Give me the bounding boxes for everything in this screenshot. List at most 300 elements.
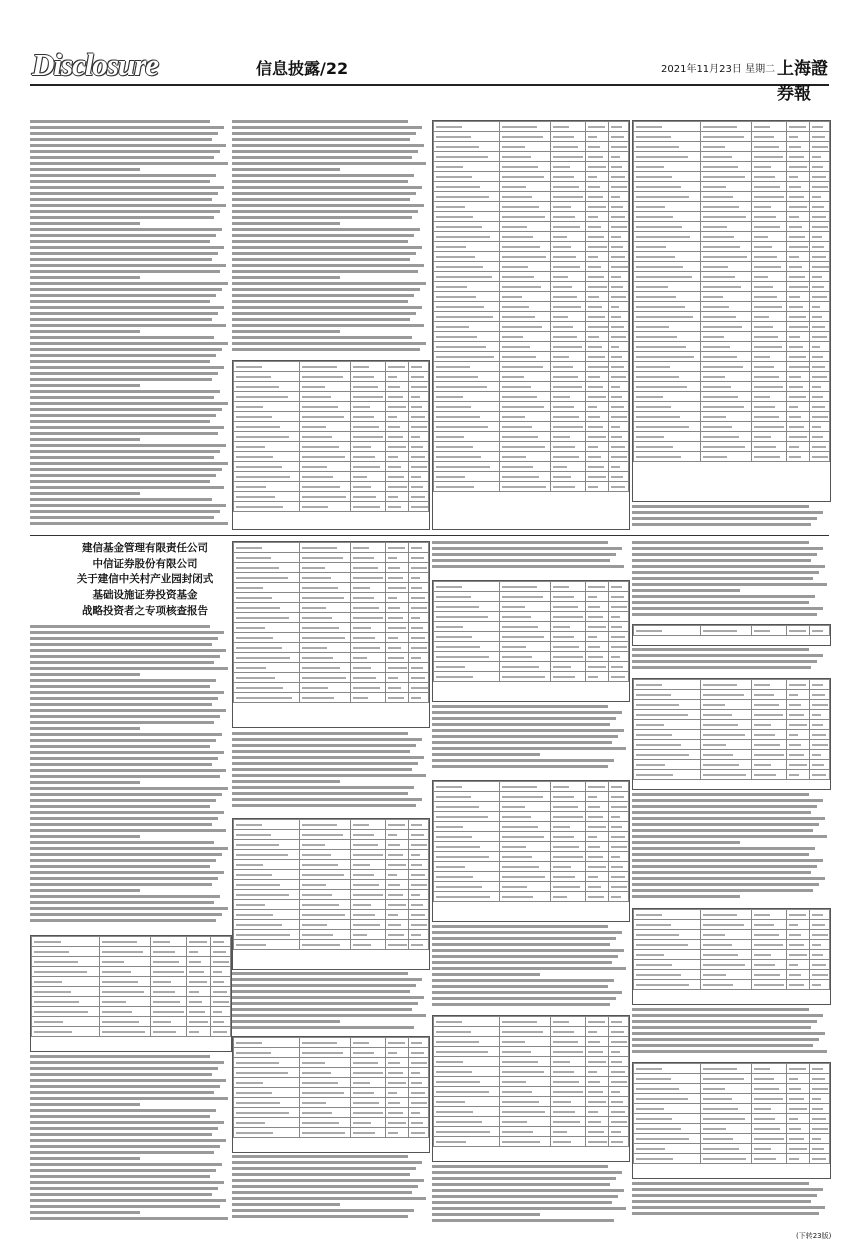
table-cell xyxy=(500,392,551,402)
table-cell xyxy=(634,680,701,690)
cell-text-placeholder xyxy=(353,627,371,629)
table-cell xyxy=(751,1134,786,1144)
table-cell xyxy=(500,892,551,902)
text-line-placeholder xyxy=(30,432,218,435)
table-cell xyxy=(550,1117,585,1127)
cell-text-placeholder xyxy=(388,647,401,649)
cell-text-placeholder xyxy=(553,406,574,408)
table-cell xyxy=(751,132,786,142)
cell-text-placeholder xyxy=(636,1138,689,1140)
table-cell xyxy=(634,1114,701,1124)
table-cell xyxy=(810,442,830,452)
table-cell xyxy=(32,1027,100,1037)
cell-text-placeholder xyxy=(436,326,469,328)
table-cell xyxy=(786,1084,810,1094)
table-cell xyxy=(500,352,551,362)
cell-text-placeholder xyxy=(789,266,802,268)
cell-text-placeholder xyxy=(411,834,424,836)
cell-text-placeholder xyxy=(388,1122,406,1124)
cell-text-placeholder xyxy=(636,306,685,308)
cell-text-placeholder xyxy=(236,547,262,549)
cell-text-placeholder xyxy=(703,914,737,916)
cell-text-placeholder xyxy=(302,844,324,846)
table-cell xyxy=(751,192,786,202)
cell-text-placeholder xyxy=(353,824,369,826)
cell-text-placeholder xyxy=(436,1121,482,1123)
table-cell xyxy=(786,1104,810,1114)
cell-text-placeholder xyxy=(302,944,339,946)
table-cell xyxy=(234,502,300,512)
table-cell xyxy=(786,412,810,422)
table-cell xyxy=(550,622,585,632)
cell-text-placeholder xyxy=(789,436,807,438)
table-cell xyxy=(609,1097,629,1107)
cell-text-placeholder xyxy=(553,1121,580,1123)
table-cell xyxy=(700,272,751,282)
cell-text-placeholder xyxy=(236,677,275,679)
table-row xyxy=(634,422,830,432)
cell-text-placeholder xyxy=(436,646,480,648)
table-cell xyxy=(751,272,786,282)
cell-text-placeholder xyxy=(611,266,627,268)
cell-text-placeholder xyxy=(588,486,598,488)
cell-text-placeholder xyxy=(553,1101,571,1103)
text-line-placeholder xyxy=(30,384,140,387)
table-grid xyxy=(233,542,429,703)
cell-text-placeholder xyxy=(411,486,422,488)
cell-text-placeholder xyxy=(789,196,804,198)
table-cell xyxy=(810,1144,830,1154)
cell-text-placeholder xyxy=(754,396,771,398)
table-cell xyxy=(550,402,585,412)
text-line-placeholder xyxy=(232,1209,414,1212)
table-cell xyxy=(500,292,551,302)
text-line-placeholder xyxy=(432,979,614,982)
cell-text-placeholder xyxy=(754,306,782,308)
text-line-placeholder xyxy=(432,1165,608,1168)
cell-text-placeholder xyxy=(302,426,325,428)
cell-text-placeholder xyxy=(703,126,737,128)
table-cell xyxy=(700,182,751,192)
table-grid xyxy=(633,909,830,990)
cell-text-placeholder xyxy=(588,1111,598,1113)
cell-text-placeholder xyxy=(703,186,726,188)
table-cell xyxy=(609,232,629,242)
cell-text-placeholder xyxy=(236,1122,265,1124)
table-row xyxy=(434,1137,629,1147)
table-cell xyxy=(500,412,551,422)
table-row xyxy=(234,663,429,673)
table-cell xyxy=(700,402,751,412)
text-line-placeholder xyxy=(30,282,228,285)
table-cell xyxy=(386,452,409,462)
table-cell xyxy=(99,947,151,957)
table-cell xyxy=(609,182,629,192)
table-cell xyxy=(409,1068,429,1078)
table-cell xyxy=(234,1058,300,1068)
table-cell xyxy=(634,172,701,182)
cell-text-placeholder xyxy=(588,656,603,658)
table-cell xyxy=(350,910,385,920)
table-cell xyxy=(234,432,300,442)
text-line-placeholder xyxy=(232,996,424,999)
cell-text-placeholder xyxy=(388,1132,398,1134)
table-cell xyxy=(500,442,551,452)
text-line-placeholder xyxy=(30,408,222,411)
cell-text-placeholder xyxy=(436,286,467,288)
cell-text-placeholder xyxy=(789,944,804,946)
cell-text-placeholder xyxy=(353,844,378,846)
cell-text-placeholder xyxy=(388,627,406,629)
table-cell xyxy=(609,582,629,592)
cell-text-placeholder xyxy=(236,854,288,856)
table-cell xyxy=(810,1104,830,1114)
table-cell xyxy=(386,940,409,950)
text-line-placeholder xyxy=(632,871,811,874)
table-cell xyxy=(586,292,609,302)
text-line-placeholder xyxy=(30,1061,224,1064)
cell-text-placeholder xyxy=(302,637,345,639)
table-cell xyxy=(550,582,585,592)
report-text-col-3b xyxy=(432,705,628,775)
table-cell xyxy=(609,652,629,662)
cell-text-placeholder xyxy=(812,186,828,188)
cell-text-placeholder xyxy=(236,406,263,408)
cell-text-placeholder xyxy=(812,456,828,458)
table-cell xyxy=(500,812,551,822)
cell-text-placeholder xyxy=(553,326,573,328)
table-cell xyxy=(634,740,701,750)
cell-text-placeholder xyxy=(302,1122,338,1124)
table-cell xyxy=(751,960,786,970)
table-cell xyxy=(234,653,300,663)
cell-text-placeholder xyxy=(588,1041,600,1043)
text-line-placeholder xyxy=(232,342,426,345)
table-cell xyxy=(751,1074,786,1084)
cell-text-placeholder xyxy=(502,256,546,258)
cell-text-placeholder xyxy=(353,647,380,649)
table-cell xyxy=(187,937,211,947)
cell-text-placeholder xyxy=(236,697,292,699)
table-cell xyxy=(434,192,500,202)
table-cell xyxy=(350,1098,385,1108)
table-cell xyxy=(500,312,551,322)
table-cell xyxy=(550,152,585,162)
table-cell xyxy=(810,182,830,192)
table-cell xyxy=(500,1017,551,1027)
table-row xyxy=(634,172,830,182)
table-cell xyxy=(500,822,551,832)
cell-text-placeholder xyxy=(588,426,603,428)
text-line-placeholder xyxy=(30,444,226,447)
cell-text-placeholder xyxy=(789,630,806,632)
cell-text-placeholder xyxy=(611,656,620,658)
cell-text-placeholder xyxy=(812,356,822,358)
cell-text-placeholder xyxy=(588,676,598,678)
table-row xyxy=(234,623,429,633)
table-cell xyxy=(586,1087,609,1097)
cell-text-placeholder xyxy=(754,1128,780,1130)
cell-text-placeholder xyxy=(636,256,675,258)
cell-text-placeholder xyxy=(236,824,262,826)
cell-text-placeholder xyxy=(553,256,576,258)
cell-text-placeholder xyxy=(812,346,820,348)
table-cell xyxy=(810,122,830,132)
table-cell xyxy=(350,1118,385,1128)
table-cell xyxy=(386,563,409,573)
table-cell xyxy=(550,842,585,852)
table-row xyxy=(234,693,429,703)
cell-text-placeholder xyxy=(153,941,170,943)
cell-text-placeholder xyxy=(502,406,543,408)
cell-text-placeholder xyxy=(636,166,664,168)
table-cell xyxy=(409,623,429,633)
cell-text-placeholder xyxy=(302,416,344,418)
table-cell xyxy=(634,152,701,162)
cell-text-placeholder xyxy=(754,406,775,408)
table-cell xyxy=(586,212,609,222)
table-cell xyxy=(550,382,585,392)
cell-text-placeholder xyxy=(636,416,680,418)
cell-text-placeholder xyxy=(302,864,337,866)
table-row xyxy=(634,252,830,262)
table-grid xyxy=(633,625,830,636)
cell-text-placeholder xyxy=(236,496,275,498)
table-cell xyxy=(700,452,751,462)
cell-text-placeholder xyxy=(502,1141,539,1143)
table-cell xyxy=(700,282,751,292)
table-cell xyxy=(700,1094,751,1104)
cell-text-placeholder xyxy=(703,714,732,716)
text-line-placeholder xyxy=(30,715,220,718)
table-cell xyxy=(586,782,609,792)
table-cell xyxy=(409,633,429,643)
cell-text-placeholder xyxy=(302,406,337,408)
table-cell xyxy=(550,222,585,232)
cell-text-placeholder xyxy=(353,874,374,876)
text-line-placeholder xyxy=(432,931,622,934)
table-row xyxy=(634,940,830,950)
text-line-placeholder xyxy=(232,804,416,807)
table-cell xyxy=(751,222,786,232)
cell-text-placeholder xyxy=(588,146,600,148)
cell-text-placeholder xyxy=(636,376,679,378)
cell-text-placeholder xyxy=(636,724,664,726)
cell-text-placeholder xyxy=(411,366,421,368)
table-row xyxy=(434,1127,629,1137)
table-cell xyxy=(434,1097,500,1107)
table-cell xyxy=(500,362,551,372)
cell-text-placeholder xyxy=(636,1068,662,1070)
cell-text-placeholder xyxy=(789,356,806,358)
table-cell xyxy=(500,1117,551,1127)
table-cell xyxy=(810,292,830,302)
cell-text-placeholder xyxy=(388,1092,397,1094)
headline-line: 建信基金管理有限责任公司 xyxy=(82,542,208,554)
cell-text-placeholder xyxy=(388,894,403,896)
table-cell xyxy=(434,212,500,222)
cell-text-placeholder xyxy=(411,607,427,609)
text-line-placeholder xyxy=(232,186,422,189)
cell-text-placeholder xyxy=(502,436,538,438)
text-line-placeholder xyxy=(232,156,412,159)
cell-text-placeholder xyxy=(611,816,619,818)
table-cell xyxy=(700,382,751,392)
table-cell xyxy=(634,312,701,322)
cell-text-placeholder xyxy=(353,557,374,559)
table-cell xyxy=(700,302,751,312)
table-cell xyxy=(386,613,409,623)
text-line-placeholder xyxy=(30,1139,226,1142)
table-cell xyxy=(586,412,609,422)
table-cell xyxy=(409,840,429,850)
cell-text-placeholder xyxy=(611,186,627,188)
table-cell xyxy=(550,182,585,192)
table-row xyxy=(634,432,830,442)
cell-text-placeholder xyxy=(436,886,482,888)
cell-text-placeholder xyxy=(502,296,522,298)
cell-text-placeholder xyxy=(611,1031,624,1033)
cell-text-placeholder xyxy=(553,1051,583,1053)
table-cell xyxy=(810,242,830,252)
cell-text-placeholder xyxy=(502,876,545,878)
table-cell xyxy=(234,563,300,573)
table-cell xyxy=(550,412,585,422)
table-cell xyxy=(409,673,429,683)
text-line-placeholder xyxy=(30,210,220,213)
text-line-placeholder xyxy=(30,516,214,519)
table-cell xyxy=(586,472,609,482)
table-cell xyxy=(500,862,551,872)
cell-text-placeholder xyxy=(502,176,544,178)
table-cell xyxy=(810,980,830,990)
table-cell xyxy=(810,730,830,740)
text-line-placeholder xyxy=(30,895,220,898)
table-cell xyxy=(634,182,701,192)
cell-text-placeholder xyxy=(754,754,784,756)
cell-text-placeholder xyxy=(411,386,426,388)
table-row xyxy=(234,633,429,643)
table-cell xyxy=(550,1097,585,1107)
table-cell xyxy=(700,730,751,740)
text-line-placeholder xyxy=(232,312,416,315)
table-cell xyxy=(586,362,609,372)
table-cell xyxy=(586,822,609,832)
cell-text-placeholder xyxy=(812,396,823,398)
cell-text-placeholder xyxy=(34,971,87,973)
cell-text-placeholder xyxy=(302,496,346,498)
cell-text-placeholder xyxy=(812,306,819,308)
cell-text-placeholder xyxy=(636,1088,679,1090)
text-line-placeholder xyxy=(30,522,228,525)
table-cell xyxy=(386,623,409,633)
table-cell xyxy=(700,950,751,960)
table-cell xyxy=(350,1068,385,1078)
table-row xyxy=(634,222,830,232)
table-cell xyxy=(751,770,786,780)
table-cell xyxy=(32,947,100,957)
cell-text-placeholder xyxy=(436,586,462,588)
cell-text-placeholder xyxy=(353,854,383,856)
cell-text-placeholder xyxy=(502,326,541,328)
cell-text-placeholder xyxy=(553,886,580,888)
cell-text-placeholder xyxy=(588,786,605,788)
table-cell xyxy=(700,1074,751,1084)
cell-text-placeholder xyxy=(302,366,336,368)
table-row xyxy=(434,842,629,852)
table-row xyxy=(634,920,830,930)
cell-text-placeholder xyxy=(703,346,730,348)
table-row xyxy=(32,1027,231,1037)
brand-wordmark: Disclosure xyxy=(32,47,159,82)
table-cell xyxy=(634,1094,701,1104)
text-line-placeholder xyxy=(30,625,210,628)
table-cell xyxy=(409,603,429,613)
cell-text-placeholder xyxy=(236,396,288,398)
cell-text-placeholder xyxy=(353,1072,383,1074)
table-row xyxy=(434,1037,629,1047)
table-cell xyxy=(634,700,701,710)
table-row xyxy=(434,642,629,652)
cell-text-placeholder xyxy=(302,466,326,468)
cell-text-placeholder xyxy=(388,436,403,438)
text-line-placeholder xyxy=(30,480,210,483)
table-cell xyxy=(634,432,701,442)
table-cell xyxy=(700,212,751,222)
cell-text-placeholder xyxy=(588,126,605,128)
section-title: 信息披露/22 xyxy=(256,59,349,78)
table-cell xyxy=(32,967,100,977)
table-cell xyxy=(609,392,629,402)
table-cell xyxy=(586,152,609,162)
table-row xyxy=(434,242,629,252)
cell-text-placeholder xyxy=(789,306,803,308)
cell-text-placeholder xyxy=(812,286,824,288)
text-line-placeholder xyxy=(30,486,224,489)
table-cell xyxy=(550,1077,585,1087)
cell-text-placeholder xyxy=(754,630,770,632)
cell-text-placeholder xyxy=(611,316,621,318)
table-row xyxy=(634,730,830,740)
text-line-placeholder xyxy=(30,1193,212,1196)
cell-text-placeholder xyxy=(236,386,279,388)
table-cell xyxy=(386,683,409,693)
cell-text-placeholder xyxy=(703,764,739,766)
table-cell xyxy=(609,152,629,162)
cell-text-placeholder xyxy=(436,1131,490,1133)
text-line-placeholder xyxy=(632,889,813,892)
text-line-placeholder xyxy=(30,865,210,868)
cell-text-placeholder xyxy=(502,446,544,448)
cell-text-placeholder xyxy=(636,226,682,228)
table-cell xyxy=(300,382,351,392)
table-cell xyxy=(350,1088,385,1098)
text-line-placeholder xyxy=(30,1181,224,1184)
table-cell xyxy=(550,192,585,202)
table-cell xyxy=(500,1067,551,1077)
cell-text-placeholder xyxy=(102,991,145,993)
text-line-placeholder xyxy=(232,294,414,297)
table-cell xyxy=(751,680,786,690)
table-row xyxy=(434,852,629,862)
cell-text-placeholder xyxy=(436,486,474,488)
cell-text-placeholder xyxy=(611,1121,627,1123)
table-row xyxy=(434,592,629,602)
cell-text-placeholder xyxy=(502,246,539,248)
text-line-placeholder xyxy=(232,1026,414,1029)
table-row xyxy=(634,392,830,402)
cell-text-placeholder xyxy=(754,236,768,238)
